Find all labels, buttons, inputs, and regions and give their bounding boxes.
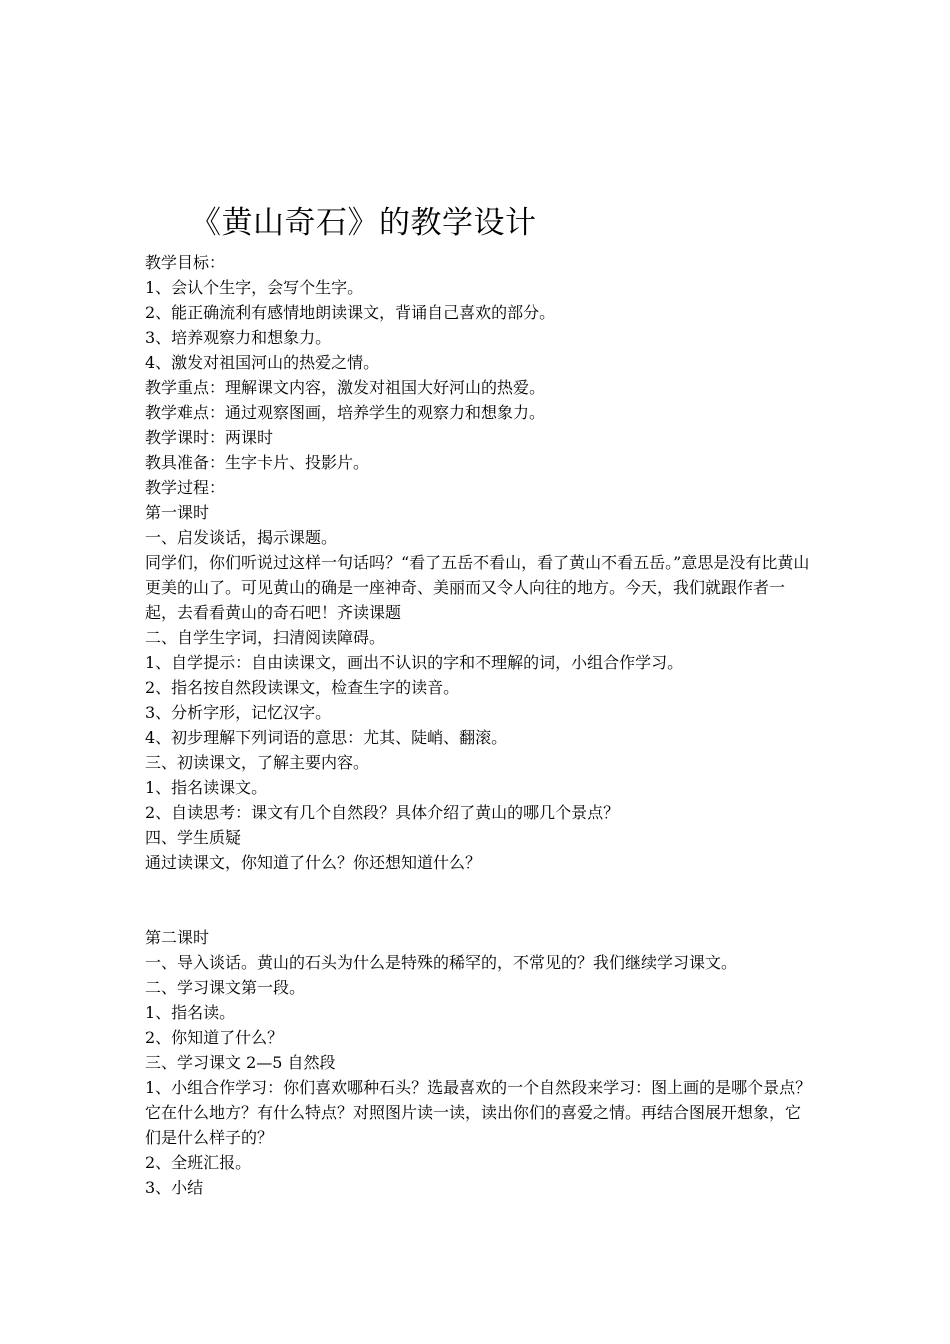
section-gap [145,875,813,925]
text-line: 1、自学提示：自由读课文，画出不认识的字和不理解的词，小组合作学习。 [145,653,684,672]
text-line: 教学课时：两课时 [145,428,274,447]
text-line: 二、自学生字词，扫清阅读障碍。 [145,628,386,647]
text-line: 教具准备：生字卡片、投影片。 [145,453,370,472]
text-line: 4、初步理解下列词语的意思：尤其、陡峭、翻滚。 [145,728,508,747]
text-line: 1、指名读课文。 [145,778,268,797]
first-lesson-section [145,250,813,875]
second-lesson-section [145,925,813,1200]
text-line: 1、会认个生字，会写个生字。 [145,278,364,297]
text-line: 2、你知道了什么？ [145,1028,284,1047]
text-line: 同学们，你们听说过这样一句话吗？“看了五岳不看山，看了黄山不看五岳。”意思是没有比黄山更美的山了。可见黄山的确是一座神奇、美丽而又令人向往的地方。今天，我们就跟作者一起，去看看黄山的奇石吧！齐读课题 [145,553,810,622]
text-line: 三、初读课文，了解主要内容。 [145,753,370,772]
page-title: 《黄山奇石》的教学设计 [190,205,537,241]
text-line: 通过读课文，你知道了什么？你还想知道什么？ [145,853,482,872]
text-line: 2、全班汇报。 [145,1153,252,1172]
document-body [145,250,813,1200]
text-line: 1、指名读。 [145,1003,236,1022]
text-line: 2、指名按自然段读课文，检查生字的读音。 [145,678,460,697]
text-line: 3、培养观察力和想象力。 [145,328,332,347]
text-line: 4、激发对祖国河山的热爱之情。 [145,353,380,372]
text-line: 2、能正确流利有感情地朗读课文，背诵自己喜欢的部分。 [145,303,556,322]
text-line: 一、启发谈话，揭示课题。 [145,528,338,547]
text-line: 教学重点：理解课文内容，激发对祖国大好河山的热爱。 [145,378,546,397]
text-line: 3、小结 [145,1178,204,1197]
text-line: 第一课时 [145,503,210,522]
text-line: 一、导入谈话。黄山的石头为什么是特殊的稀罕的，不常见的？我们继续学习课文。 [145,953,738,972]
text-line: 第二课时 [145,928,210,947]
text-line: 3、分析字形，记忆汉字。 [145,703,332,722]
text-line: 2、自读思考：课文有几个自然段？具体介绍了黄山的哪几个景点？ [145,803,620,822]
text-line: 教学过程： [145,478,226,497]
text-line: 教学难点：通过观察图画，培养学生的观察力和想象力。 [145,403,546,422]
text-line: 二、学习课文第一段。 [145,978,306,997]
text-line: 三、学习课文 2—5 自然段 [145,1053,336,1072]
text-line: 1、小组合作学习：你们喜欢哪种石头？选最喜欢的一个自然段来学习：图上画的是哪个景点？它在什么地方？有什么特点？对照图片读一读，读出你们的喜爱之情。再结合图展开想象，它们是什么样子的？ [145,1078,812,1147]
text-line: 教学目标： [145,253,226,272]
text-line: 四、学生质疑 [145,828,242,847]
